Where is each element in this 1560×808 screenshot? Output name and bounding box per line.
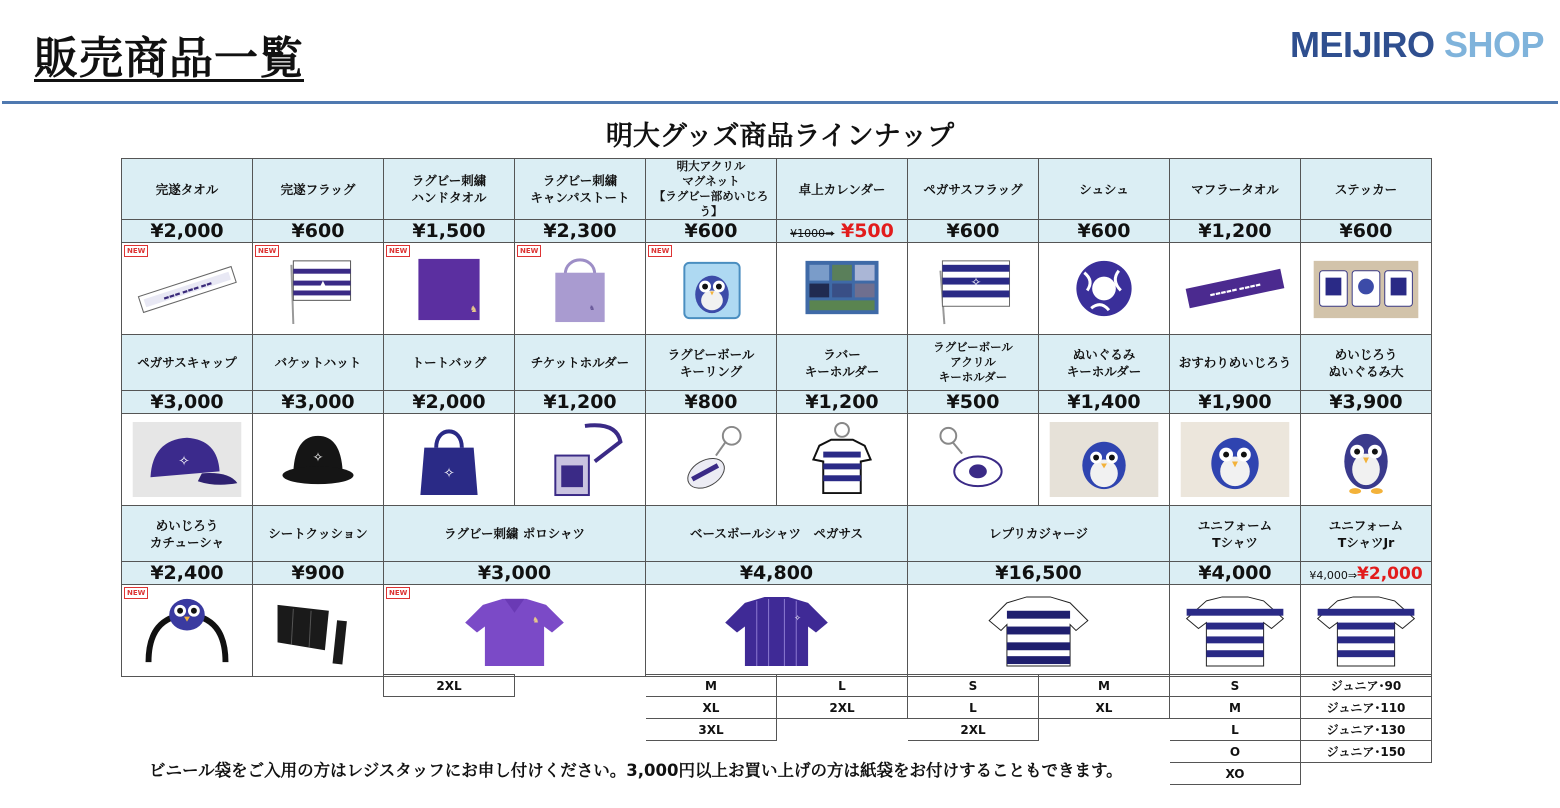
product-name: バケットハット <box>253 335 384 391</box>
owl-plush-keychain-icon <box>1047 422 1161 497</box>
uniform-tshirt-icon <box>1178 593 1292 668</box>
tote-bag-icon <box>392 422 506 497</box>
product-price: ¥800 <box>646 391 777 414</box>
product-name: おすわりめいじろう <box>1170 335 1301 391</box>
size-cell: 2XL <box>384 675 515 697</box>
size-cell: 2XL <box>777 697 908 719</box>
old-price: ¥1000⇒ <box>790 227 835 240</box>
product-image <box>1301 243 1432 335</box>
jersey-keychain-icon <box>785 422 899 497</box>
product-image <box>1170 414 1301 506</box>
product-image <box>777 414 908 506</box>
size-cell: XL <box>1039 697 1170 719</box>
product-name: ラグビー刺繍 ハンドタオル <box>384 159 515 220</box>
product-price: ¥4,000 <box>1170 562 1301 585</box>
product-image <box>122 243 253 335</box>
lineup-title: 明大グッズ商品ラインナップ <box>605 121 955 152</box>
footnote: ビニール袋をご入用の方はレジスタッフにお申し付けください。3,000円以上お買い上げの方は紙袋をお付けすることもできます。 <box>149 761 1123 780</box>
product-image <box>908 585 1170 677</box>
product-image <box>253 414 384 506</box>
size-cell: XL <box>646 697 777 719</box>
size-cell: M <box>646 675 777 697</box>
product-image <box>1039 414 1170 506</box>
product-price: ¥3,000 <box>122 391 253 414</box>
old-price: ¥4,000⇒ <box>1309 569 1358 582</box>
product-name: 明大アクリル マグネット 【ラグビー部めいじろう】 <box>646 159 777 220</box>
product-price: ¥600 <box>1301 220 1432 243</box>
product-price: ¥2,000 <box>384 391 515 414</box>
product-price: ¥3,900 <box>1301 391 1432 414</box>
tote-bag-icon <box>523 251 637 326</box>
product-name: ラグビーボール アクリル キーホルダー <box>908 335 1039 391</box>
headband-icon <box>130 593 244 668</box>
svg-text:✧: ✧ <box>312 450 324 466</box>
size-cell: ジュニア･90 <box>1301 675 1432 697</box>
product-image <box>646 414 777 506</box>
product-name: シートクッション <box>253 506 384 562</box>
acrylic-keychain-icon <box>916 422 1030 497</box>
calendar-icon <box>785 251 899 326</box>
product-image <box>384 585 646 677</box>
product-price: ¥3,000 <box>253 391 384 414</box>
seat-cushion-icon <box>261 593 375 668</box>
new-badge: NEW <box>648 245 672 257</box>
product-name: ペガサスフラッグ <box>908 159 1039 220</box>
size-cell: ジュニア･130 <box>1301 719 1432 741</box>
size-cell: 3XL <box>646 719 777 741</box>
sale-price <box>1301 562 1432 585</box>
product-price: ¥1,400 <box>1039 391 1170 414</box>
muffler-towel-icon <box>1178 251 1292 326</box>
cap-icon <box>130 422 244 497</box>
product-name: めいじろう カチューシャ <box>122 506 253 562</box>
product-name: ぬいぐるみ キーホルダー <box>1039 335 1170 391</box>
svg-text:▲: ▲ <box>318 277 328 292</box>
product-price: ¥600 <box>646 220 777 243</box>
ticket-holder-icon <box>523 422 637 497</box>
size-cell: L <box>908 697 1039 719</box>
product-name: トートバッグ <box>384 335 515 391</box>
product-price: ¥1,500 <box>384 220 515 243</box>
svg-text:✧: ✧ <box>443 465 455 482</box>
size-cell: M <box>1170 697 1301 719</box>
product-price: ¥2,400 <box>122 562 253 585</box>
new-badge: NEW <box>124 587 148 599</box>
product-image <box>384 414 515 506</box>
product-name: ラグビー刺繍 ポロシャツ <box>384 506 646 562</box>
product-price: ¥600 <box>253 220 384 243</box>
product-name: 卓上カレンダー <box>777 159 908 220</box>
product-image <box>253 243 384 335</box>
product-name: ユニフォーム Tシャツ <box>1170 506 1301 562</box>
product-price: ¥1,900 <box>1170 391 1301 414</box>
product-name: ベースボールシャツ ペガサス <box>646 506 908 562</box>
product-price: ¥600 <box>1039 220 1170 243</box>
product-price: ¥1,200 <box>1170 220 1301 243</box>
product-image <box>1301 585 1432 677</box>
product-name: ユニフォーム TシャツJr <box>1301 506 1432 562</box>
size-cell: L <box>777 675 908 697</box>
header-divider <box>2 101 1558 104</box>
sale-price <box>777 220 908 243</box>
product-image <box>908 243 1039 335</box>
new-badge: NEW <box>517 245 541 257</box>
product-image <box>122 414 253 506</box>
flag-icon <box>261 251 375 326</box>
hand-towel-icon <box>392 251 506 326</box>
product-price: ¥16,500 <box>908 562 1170 585</box>
product-name: めいじろう ぬいぐるみ大 <box>1301 335 1432 391</box>
size-cell: L <box>1170 719 1301 741</box>
product-image <box>646 243 777 335</box>
product-name: マフラータオル <box>1170 159 1301 220</box>
product-price: ¥500 <box>908 391 1039 414</box>
size-cell: 2XL <box>908 719 1039 741</box>
junior-tshirt-icon <box>1309 593 1423 668</box>
product-image <box>777 243 908 335</box>
size-cell: S <box>908 675 1039 697</box>
svg-text:♞: ♞ <box>532 615 540 625</box>
product-price: ¥3,000 <box>384 562 646 585</box>
size-cell: XO <box>1170 763 1301 785</box>
svg-text:♞: ♞ <box>469 305 478 316</box>
product-grid <box>121 158 1432 677</box>
product-price: ¥900 <box>253 562 384 585</box>
product-image <box>253 585 384 677</box>
product-name: 完遂タオル <box>122 159 253 220</box>
svg-text:✧: ✧ <box>794 613 801 623</box>
rugby-keyring-icon <box>654 422 768 497</box>
size-cell: ジュニア･110 <box>1301 697 1432 719</box>
owl-plush-large-icon <box>1309 422 1423 497</box>
product-image <box>646 585 908 677</box>
product-image <box>1170 243 1301 335</box>
size-cell: S <box>1170 675 1301 697</box>
product-name: ラバー キーホルダー <box>777 335 908 391</box>
svg-text:♞: ♞ <box>588 304 596 313</box>
product-price: ¥4,800 <box>646 562 908 585</box>
sticker-icon <box>1309 251 1423 326</box>
product-name: ラグビー刺繍 キャンパストート <box>515 159 646 220</box>
product-image <box>515 414 646 506</box>
product-name: ラグビーボール キーリング <box>646 335 777 391</box>
owl-magnet-icon <box>654 251 768 326</box>
svg-text:✧: ✧ <box>178 453 190 470</box>
svg-text:▬▬▬ ▬▬▬ ▬▬: ▬▬▬ ▬▬▬ ▬▬ <box>162 279 214 303</box>
new-price: ¥500 <box>840 220 894 242</box>
product-name: ステッカー <box>1301 159 1432 220</box>
product-image <box>515 243 646 335</box>
new-badge: NEW <box>386 245 410 257</box>
pegasus-flag-icon <box>916 251 1030 326</box>
brand-logo <box>1290 24 1544 66</box>
size-cell: O <box>1170 741 1301 763</box>
product-image <box>1170 585 1301 677</box>
new-price: ¥2,000 <box>1357 564 1423 584</box>
new-badge: NEW <box>386 587 410 599</box>
size-cell: M <box>1039 675 1170 697</box>
svg-text:▬▬▬▬▬ ▬▬▬▬: ▬▬▬▬▬ ▬▬▬▬ <box>1209 282 1262 299</box>
product-price: ¥1,200 <box>515 391 646 414</box>
product-price: ¥2,000 <box>122 220 253 243</box>
product-price: ¥2,300 <box>515 220 646 243</box>
sitting-owl-icon <box>1178 422 1292 497</box>
baseball-shirt-icon <box>654 593 899 668</box>
product-name: 完遂フラッグ <box>253 159 384 220</box>
product-name: ペガサスキャップ <box>122 335 253 391</box>
product-image <box>1039 243 1170 335</box>
towel-icon <box>130 251 244 326</box>
bucket-hat-icon <box>261 422 375 497</box>
brand-logo-main: MEIJIRO <box>1289 24 1444 65</box>
size-cell: ジュニア･150 <box>1301 741 1432 763</box>
product-name: チケットホルダー <box>515 335 646 391</box>
product-image <box>908 414 1039 506</box>
new-badge: NEW <box>124 245 148 257</box>
brand-logo-sub: SHOP <box>1443 24 1544 65</box>
product-image <box>1301 414 1432 506</box>
polo-shirt-icon <box>392 593 637 668</box>
scrunchie-icon <box>1047 251 1161 326</box>
replica-jersey-icon <box>916 593 1161 668</box>
product-price: ¥1,200 <box>777 391 908 414</box>
page-title: 販売商品一覧 <box>34 33 304 84</box>
product-image <box>122 585 253 677</box>
product-image <box>384 243 515 335</box>
product-price: ¥600 <box>908 220 1039 243</box>
svg-text:✧: ✧ <box>970 275 982 291</box>
product-name: レプリカジャージ <box>908 506 1170 562</box>
new-badge: NEW <box>255 245 279 257</box>
product-name: シュシュ <box>1039 159 1170 220</box>
